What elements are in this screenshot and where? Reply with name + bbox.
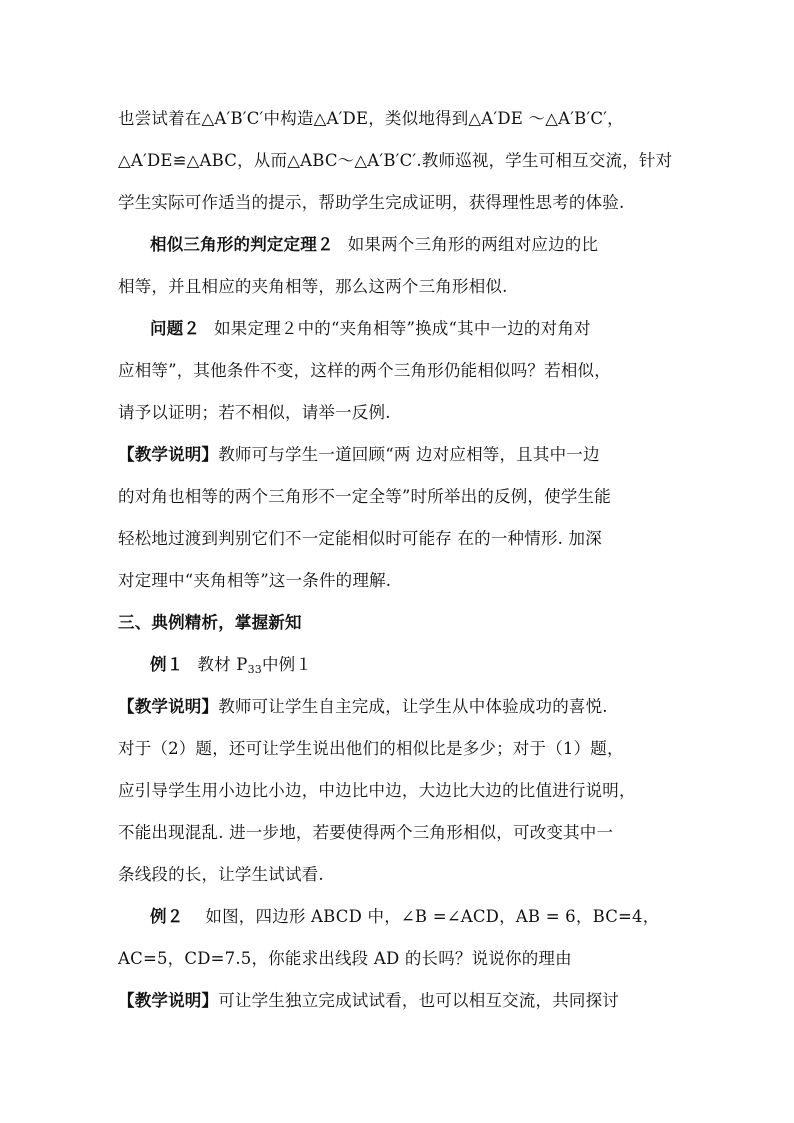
paragraph-line: 不能出现混乱. 进一步地，若要使得两个三角形相似，可改变其中一 [118, 823, 614, 842]
paragraph-line: 应相等”，其他条件不变，这样的两个三角形仍能相似吗？若相似， [118, 361, 611, 380]
paragraph-line: 条线段的长，让学生试试看. [118, 865, 324, 884]
paragraph-line: 请予以证明；若不相似，请举一反例. [118, 403, 391, 422]
paragraph-line: 的对角也相等的两个三角形不一定全等”时所举出的反例，使学生能 [118, 487, 611, 506]
question-title: 问题２ [150, 319, 201, 338]
note-line [118, 444, 690, 466]
example-title: 例１ [150, 655, 184, 674]
question-text: 如果定理２中的“夹角相等”换成“其中一边的对角对 [214, 319, 591, 338]
example-text: 如图，四边形 ABCD 中，∠B =∠ACD，AB = 6，BC=4， [205, 907, 660, 926]
note-text: 教师可让学生自主完成，让学生从中体验成功的喜悦. [218, 697, 608, 716]
paragraph-line: 也尝试着在△A′B′C′中构造△A′DE，类似地得到△A′DE ～△A′B′C′， [118, 109, 624, 128]
paragraph-line: △A′DE≌△ABC，从而△ABC～△A′B′C′.教师巡视，学生可相互交流，针对 [118, 151, 673, 170]
paragraph-line: 轻松地过渡到判别它们不一定能相似时可能存 在的一种情形. 加深 [118, 529, 602, 548]
note-label: 【教学说明】 [118, 991, 219, 1010]
note-label: 【教学说明】 [118, 697, 219, 716]
example-text: 中例１ [261, 655, 313, 674]
example-line [150, 906, 690, 928]
theorem-title: 相似三角形的判定定理２ [150, 235, 334, 254]
note-label: 【教学说明】 [118, 445, 219, 464]
note-text: 教师可与学生一道回顾“两 边对应相等，且其中一边 [218, 445, 600, 464]
note-line [118, 696, 690, 718]
theorem-line [150, 234, 690, 256]
example-text: 教材 P [197, 655, 248, 674]
section-heading: 三、典例精析，掌握新知 [118, 613, 302, 632]
question-line [150, 318, 690, 340]
paragraph-line: 对于（2）题，还可让学生说出他们的相似比是多少；对于（1）题， [118, 739, 624, 758]
note-line [118, 990, 690, 1012]
theorem-text: 如果两个三角形的两组对应边的比 [347, 235, 599, 254]
paragraph-line: 应引导学生用小边比小边，中边比中边，大边比大边的比值进行说明， [118, 781, 636, 800]
paragraph-line: 学生实际可作适当的提示，帮助学生完成证明，获得理性思考的体验. [118, 193, 625, 212]
page-subscript: 33 [247, 663, 262, 676]
paragraph-line: 相等，并且相应的夹角相等，那么这两个三角形相似. [118, 277, 508, 296]
paragraph-line: 对定理中“夹角相等”这一条件的理解. [118, 571, 392, 590]
example-title: 例２ [150, 907, 184, 926]
example-line [150, 654, 690, 681]
paragraph-line: AC=5，CD=7.5，你能求出线段 AD 的长吗？说说你的理由 [118, 949, 572, 968]
note-text: 可让学生独立完成试试看，也可以相互交流，共同探讨 [218, 991, 620, 1010]
